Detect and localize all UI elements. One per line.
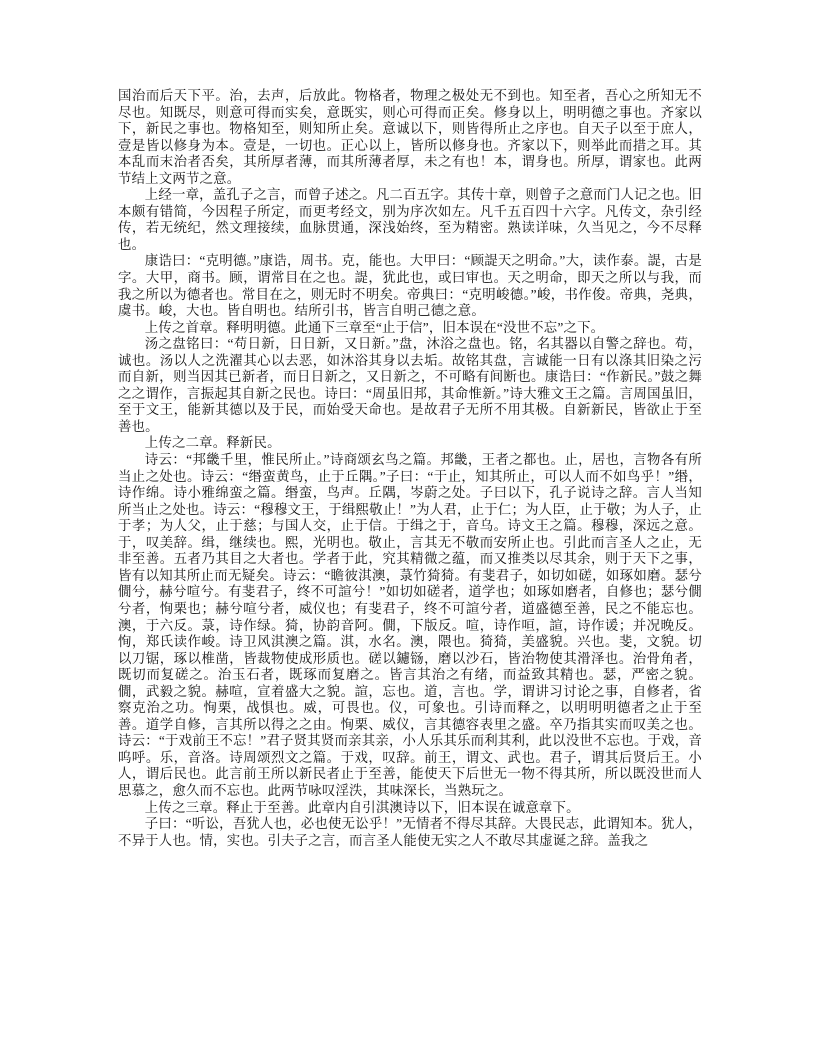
- paragraph: 上传之三章。释止于至善。此章内自引淇澳诗以下，旧本误在诚意章下。: [144, 799, 580, 815]
- paragraph: 上传之二章。释新民。: [144, 435, 281, 451]
- paragraph: 上经一章，盖孔子之言，而曾子述之。凡二百五字。其传十章，则曾子之意而门人记之也。旧本颇有错简，今因程子所定，而更考经文，别为序次如左。凡千五百四十六字。凡传文，杂引经传，若无统纪，然文理接续，血脉贯通，深浅始终，至为精密。熟读详味，久当见之，今不尽释也。: [118, 187, 703, 252]
- paragraph: 汤之盘铭曰：“苟日新，日日新，又日新。”盘，沐浴之盘也。铭，名其器以自警之辞也。苟，诚也。汤以人之洗濯其心以去恶，如沐浴其身以去垢。故铭其盘，言诚能一日有以涤其旧染之污而自新，则当因其已新者，而日日新之，又日新之，不可略有间断也。康诰曰：“作新民。”鼓之舞之之谓作，言振起其自新之民也。诗曰：“周虽旧邦，其命惟新。”诗大雅文王之篇。言周国虽旧，至于文王，能新其德以及于民，而始受天命也。是故君子无所不用其极。自新新民，皆欲止于至善也。: [118, 336, 702, 434]
- paragraph: 上传之首章。释明明德。此通下三章至“止于信”，旧本误在“没世不忘”之下。: [144, 319, 605, 335]
- paragraph: 子曰：“听讼，吾犹人也，必也使无讼乎！”无情者不得尽其辞。大畏民志，此谓知本。犹人，不异于人也。情，实也。引夫子之言，而言圣人能使无实之人不敢尽其虚诞之辞。盖我之: [118, 816, 702, 848]
- text-column: [118, 88, 702, 849]
- paragraph: 康诰曰：“克明德。”康诰，周书。克，能也。大甲曰：“顾諟天之明命。”大，读作泰。諟，古是字。大甲，商书。顾，谓常目在之也。諟，犹此也，或曰审也。天之明命，即天之所以与我，而我之所以为德者也。常目在之，则无时不明矣。帝典曰：“克明峻德。”峻，书作俊。帝典，尧典，虞书。峻，大也。皆自明也。结所引书，皆言自明己德之意。: [118, 253, 702, 319]
- paragraph: 国治而后天下平。治，去声，后放此。物格者，物理之极处无不到也。知至者，吾心之所知无不尽也。知既尽，则意可得而实矣，意既实，则心可得而正矣。修身以上，明明德之事也。齐家以下，新民之事也。物格知至，则知所止矣。意诚以下，则皆得所止之序也。自天子以至于庶人，壹是皆以修身为本。壹是，一切也。正心以上，皆所以修身也。齐家以下，则举此而措之耳。其本乱而末治者否矣，其所厚者薄，而其所薄者厚，未之有也！本，谓身也。所厚，谓家也。此两节结上文两节之意。: [118, 88, 702, 186]
- paragraph: 诗云：“邦畿千里，惟民所止。”诗商颂玄鸟之篇。邦畿，王者之都也。止，居也，言物各有所当止之处也。诗云：“缗蛮黄鸟，止于丘隅。”子曰：“于止，知其所止，可以人而不如鸟乎！”缗，诗作绵。诗小雅绵蛮之篇。缗蛮，鸟声。丘隅，岑蔚之处。子曰以下，孔子说诗之辞。言人当知所当止之处也。诗云：“穆穆文王，于缉熙敬止！”为人君，止于仁；为人臣，止于敬；为人子，止于孝；为人父，止于慈；与国人交，止于信。于缉之于，音乌。诗文王之篇。穆穆，深远之意。于，叹美辞。缉，继续也。熙，光明也。敬止，言其无不敬而安所止也。引此而言圣人之止，无非至善。五者乃其目之大者也。学者于此，究其精微之蕴，而又推类以尽其余，则于天下之事，皆有以知其所止而无疑矣。诗云：“瞻彼淇澳，菉竹猗猗。有斐君子，如切如磋，如琢如磨。瑟兮僩兮，赫兮喧兮。有斐君子，终不可諠兮！”如切如磋者，道学也；如琢如磨者，自修也；瑟兮僩兮者，恂栗也；赫兮喧兮者，威仪也；有斐君子，终不可諠兮者，道盛德至善，民之不能忘也。澳，于六反。菉，诗作绿。猗，协韵音阿。僩，下版反。喧，诗作咺，諠，诗作谖；并况晚反。恂，郑氏读作峻。诗卫风淇澳之篇。淇，水名。澳，隈也。猗猗，美盛貌。兴也。斐，文貌。切以刀锯，琢以椎凿，皆裁物使成形质也。磋以鑢铴，磨以沙石，皆治物使其滑泽也。治骨角者，既切而复磋之。治玉石者，既琢而复磨之。皆言其治之有绪，而益致其精也。瑟，严密之貌。僩，武毅之貌。赫喧，宣着盛大之貌。諠，忘也。道，言也。学，谓讲习讨论之事，自修者，省察克治之功。恂栗，战惧也。威，可畏也。仪，可象也。引诗而释之，以明明明德者之止于至善。道学自修，言其所以得之之由。恂栗、威仪，言其德容表里之盛。卒乃指其实而叹美之也。诗云：“于戏前王不忘！”君子贤其贤而亲其亲，小人乐其乐而利其利，此以没世不忘也。于戏，音呜呼。乐，音洛。诗周颂烈文之篇。于戏，叹辞。前王，谓文、武也。君子，谓其后贤后王。小人，谓后民也。此言前王所以新民者止于至善，能使天下后世无一物不得其所，所以既没世而人思慕之，愈久而不忘也。此两节咏叹淫泆，其味深长，当熟玩之。: [118, 452, 702, 798]
